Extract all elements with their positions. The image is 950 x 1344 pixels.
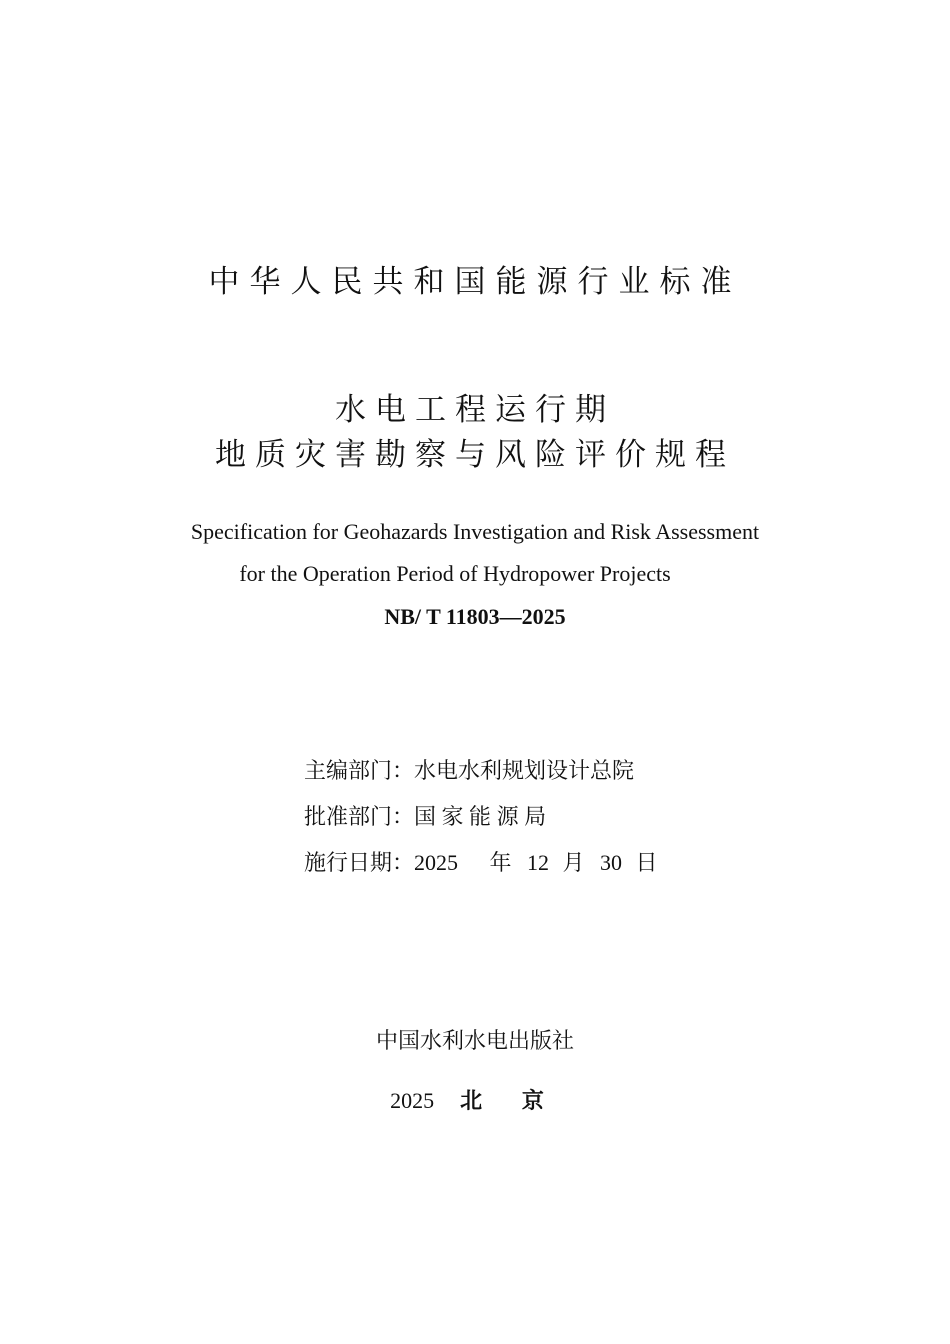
- approving-department-label: 批准部门：: [304, 804, 415, 829]
- date-day: 30: [600, 850, 623, 875]
- industry-standard-heading: 中华人民共和国能源行业标准: [208, 264, 742, 300]
- effective-date-label: 施行日期：: [304, 850, 415, 875]
- editor-department-label: 主编部门：: [304, 758, 415, 783]
- date-day-unit: 日: [635, 850, 658, 875]
- publication-place-year: [0, 1086, 950, 1117]
- approving-department-row: [304, 802, 652, 832]
- date-month-unit: 月: [562, 850, 585, 875]
- publication-year: 2025: [390, 1088, 435, 1113]
- approver-char: 源: [496, 804, 519, 829]
- effective-date-row: [304, 848, 668, 878]
- date-month: 12: [527, 850, 550, 875]
- editor-department-value: 水电水利规划设计总院: [414, 758, 635, 783]
- approver-char: 能: [469, 804, 492, 829]
- approver-char: 国: [414, 804, 437, 829]
- chinese-title-line-1: 水电工程运行期: [335, 392, 615, 428]
- approving-department-value: [414, 802, 652, 832]
- date-year: 2025: [414, 850, 459, 875]
- effective-date-value: [414, 848, 668, 878]
- english-title-line-2: for the Operation Period of Hydropower Projects: [239, 561, 671, 586]
- english-title-line-1: Specification for Geohazards Investigation and Risk Assessment: [190, 519, 760, 544]
- publication-city: 北 京: [460, 1089, 560, 1114]
- publisher-name: 中国水利水电出版社: [375, 1028, 574, 1053]
- chinese-title-line-2: 地质灾害勘察与风险评价规程: [215, 437, 735, 473]
- approver-char: 家: [441, 804, 464, 829]
- editor-department-row: [304, 756, 634, 786]
- standard-number: NB/ T 11803—2025: [384, 604, 566, 629]
- approver-char: 局: [524, 804, 547, 829]
- date-year-unit: 年: [489, 850, 512, 875]
